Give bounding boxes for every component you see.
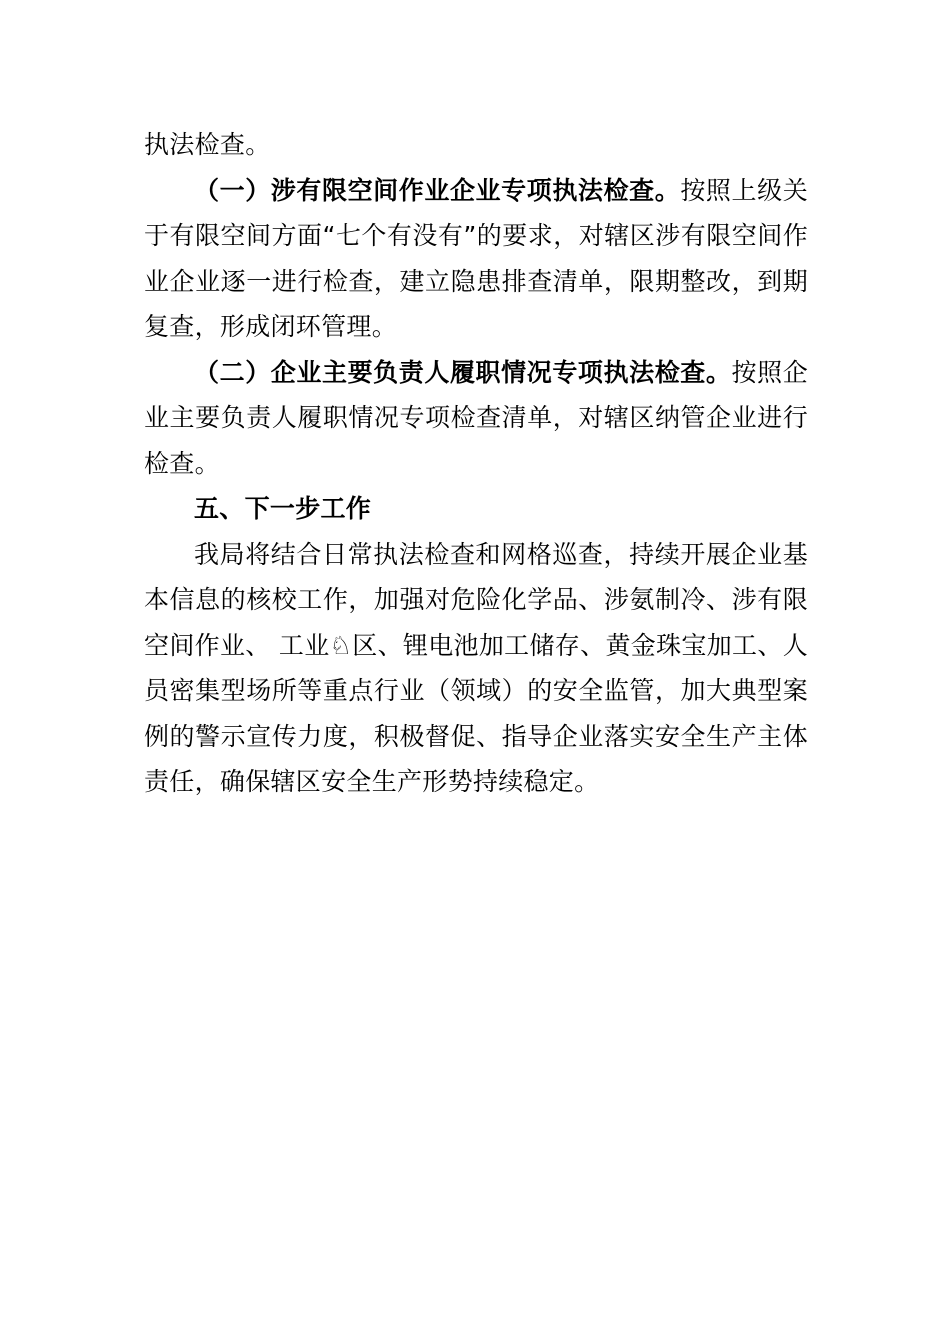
paragraph-section-1 — [144, 168, 808, 350]
paragraph-next-steps — [144, 532, 808, 805]
paragraph-section-2 — [144, 350, 808, 487]
paragraph-text: 按照上级关于有限空间方面“七个有没有”的要求，对辖区涉有限空间作业企业逐一进行检查，建立隐患排查清单，限期整改，到期复查，形成闭环管理。 — [144, 175, 808, 341]
paragraph-text: 按照企业主要负责人履职情况专项检查清单，对辖区纳管企业进行检查。 — [144, 357, 808, 478]
section-heading: （二）企业主要负责人履职情况专项执法检查。 — [194, 357, 732, 387]
paragraph-text: 执法检查。 — [144, 130, 271, 159]
paragraph-section-5-heading — [144, 486, 808, 532]
section-heading: 五、下一步工作 — [194, 494, 372, 523]
paragraph-text: 我局将结合日常执法检查和网格巡查，持续开展企业基本信息的核校工作，加强对危险化学品、涉氨制冷、涉有限空间作业、 工业♘区、锂电池加工储存、黄金珠宝加工、人员密集型场所等重点行业（领域）的安全监管，加大典型案例的警示宣传力度，积极督促、指导企业落实安全生产主体责任，确保辖区安全生产形势持续稳定。 — [144, 539, 808, 796]
section-heading: （一）涉有限空间作业企业专项执法检查。 — [194, 175, 681, 205]
paragraph-continuation — [144, 122, 808, 168]
document-body — [144, 122, 808, 805]
